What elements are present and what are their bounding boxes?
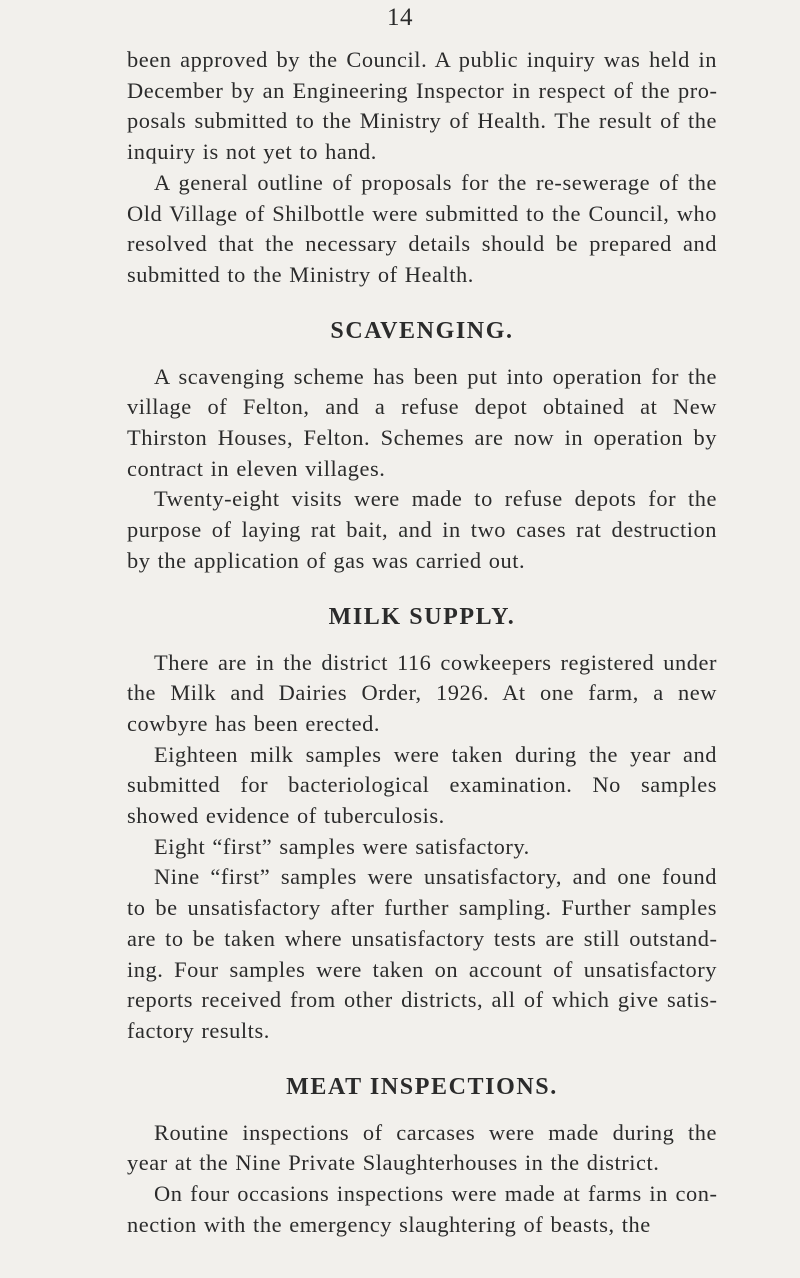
paragraph: Eight “first” samples were satisfactory. [154,833,530,859]
page-number: 14 [387,4,413,31]
paragraph: Nine “first” samples were unsatisfactory, and one found to be unsatisfactory after further sampling. Further samples are to be taken where unsatisfactory tests are still outstanding. Four samples were taken on account of unsatisfactory reports received from other districts, all of which give satisfactory results. [127,864,717,1043]
paragraph: Routine inspections of carcases were made during the year at the Nine Private Slaughterhouses in the district. [127,1119,717,1176]
paragraph: Eighteen milk samples were taken during the year and submitted for bacteriological examination. No samples showed evidence of tuberculosis. [127,741,717,829]
paragraph: On four occasions inspections were made at farms in connection with the emergency slaughtering of beasts, the [127,1181,717,1237]
section-heading-milk-supply: MILK SUPPLY. [328,603,516,630]
paragraph: been approved by the Council. A public inquiry was held in December by an Engineering Inspector in respect of the proposals submitted to the Ministry of Health. The result of the inquiry is not yet to hand. [127,47,717,165]
paragraph: Twenty-eight visits were made to refuse depots for the purpose of laying rat bait, and in two cases rat destruction by the application of gas was carried out. [127,486,717,573]
section-heading-scavenging: SCAVENGING. [330,317,514,344]
paragraph: A scavenging scheme has been put into operation for the village of Felton, and a refuse depot obtained at New Thirston Houses, Felton. Schemes are now in operation by contract in eleven villages. [127,363,717,481]
body-text [127,45,717,1241]
paragraph: There are in the district 116 cowkeepers registered under the Milk and Dairies Order, 1926. At one farm, a new cowbyre has been erected. [127,649,717,736]
paragraph: A general outline of proposals for the re-sewerage of the Old Village of Shilbottle were submitted to the Council, who resolved that the necessary details should be prepared and submitted to the Ministry of Health. [127,169,717,287]
section-heading-meat-inspections: MEAT INSPECTIONS. [286,1073,558,1100]
